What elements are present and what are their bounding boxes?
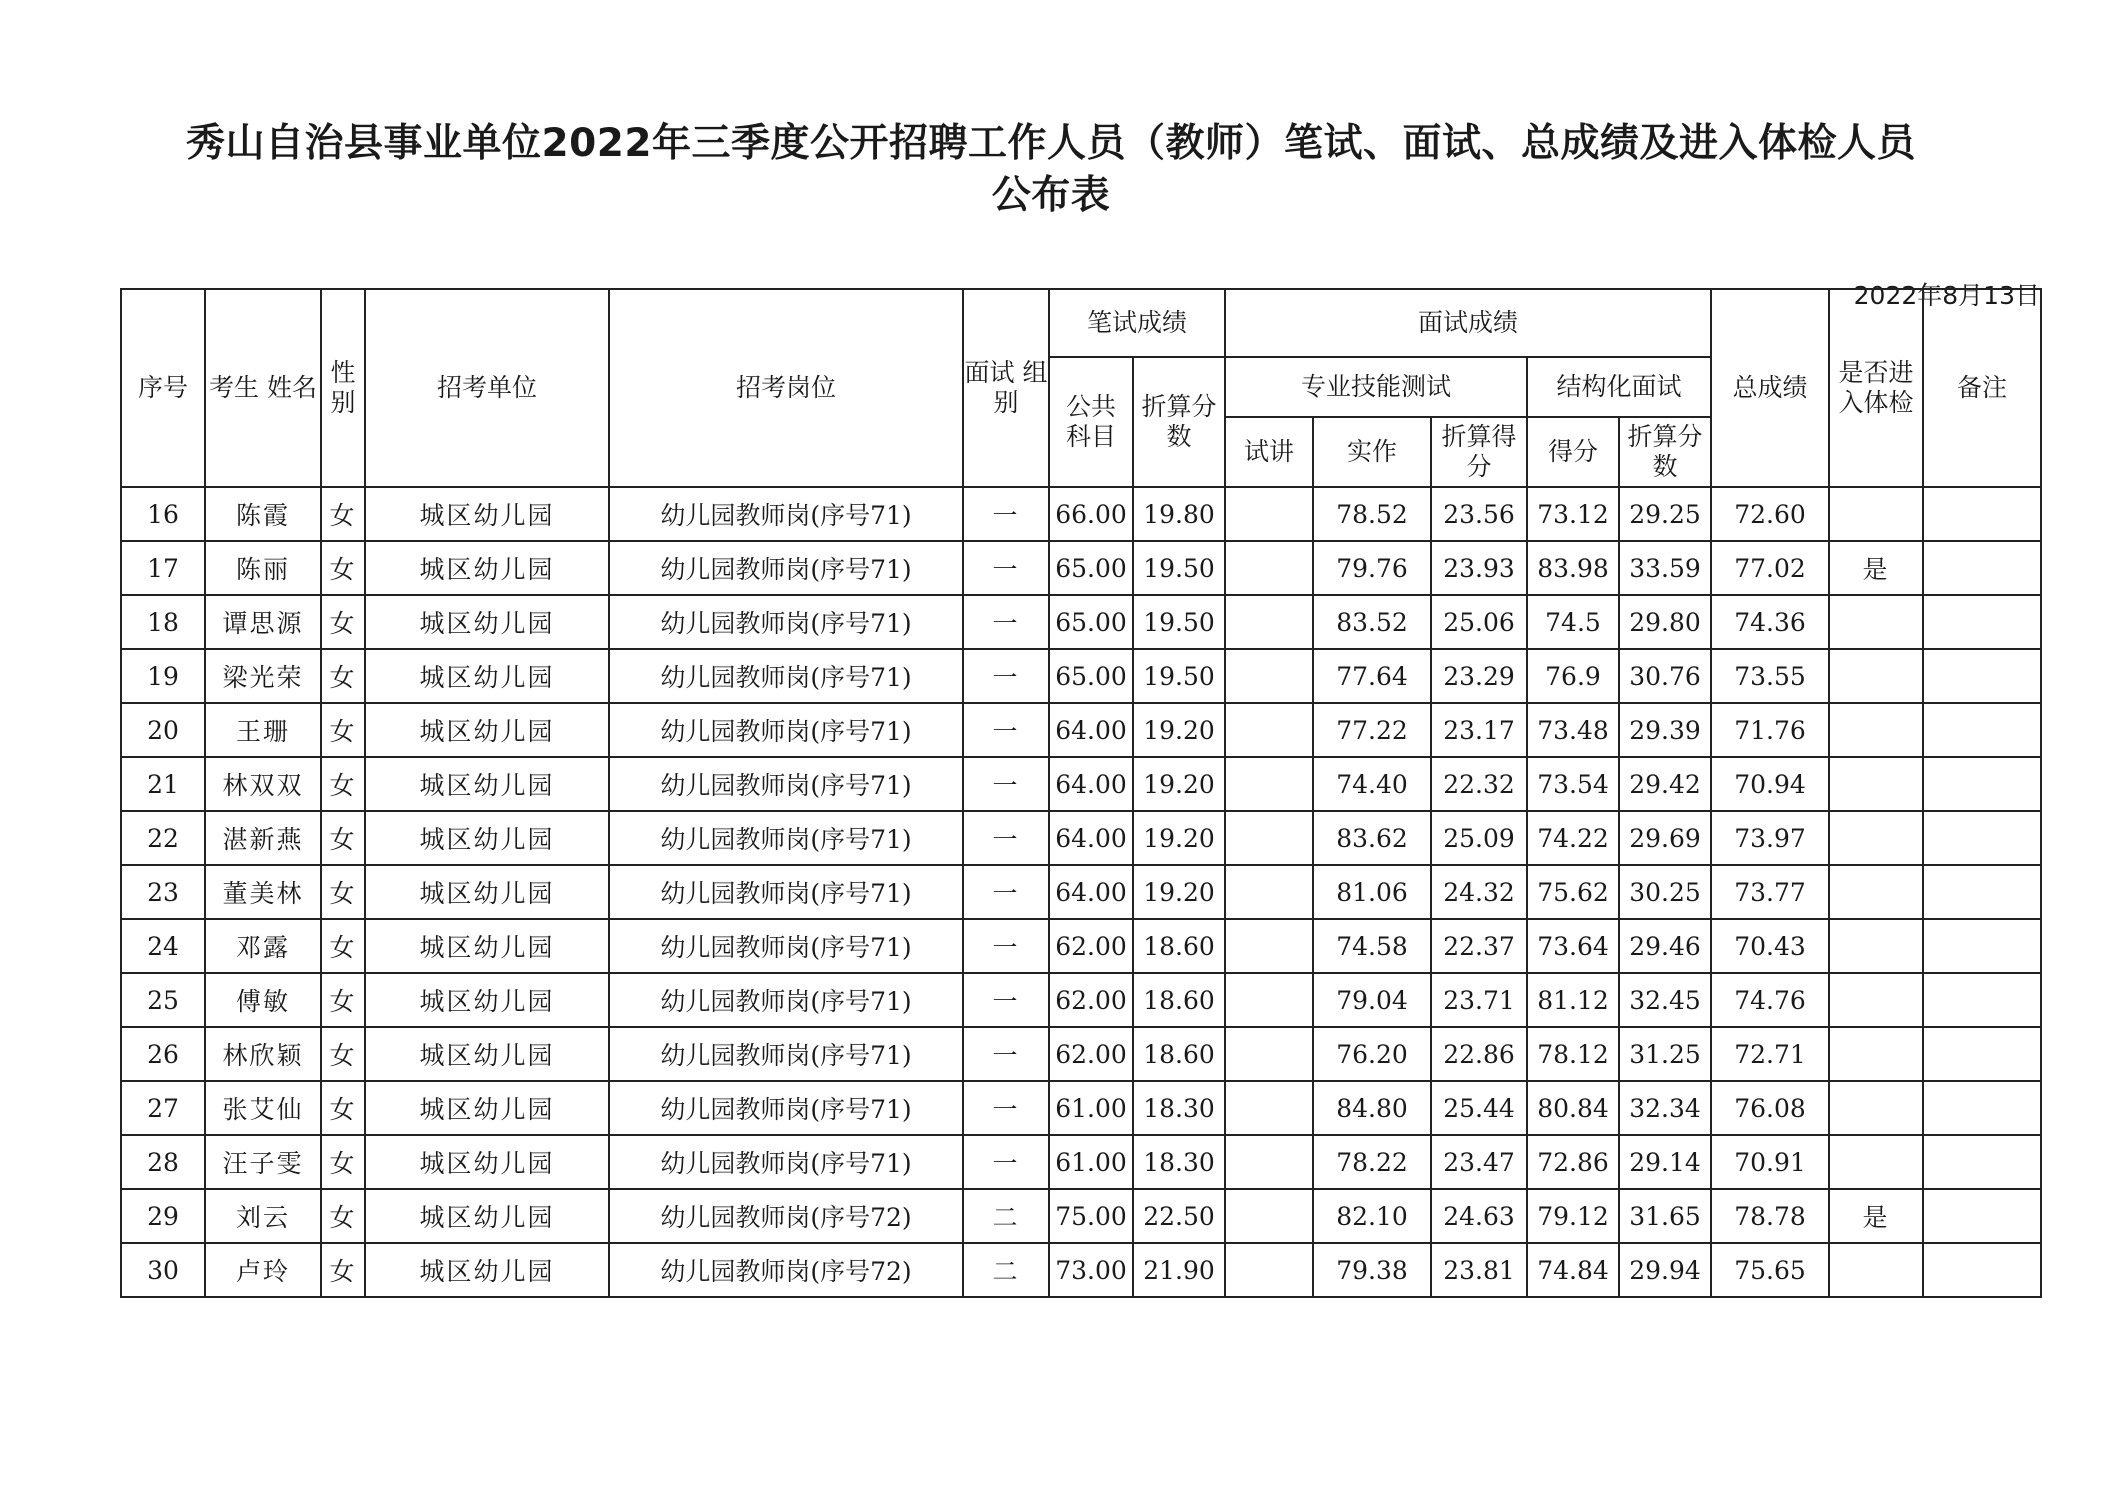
- cell-gender: 女: [321, 1243, 365, 1297]
- cell-struct-conv: 29.94: [1619, 1243, 1711, 1297]
- cell-struct-conv: 30.25: [1619, 865, 1711, 919]
- cell-group: 一: [963, 757, 1049, 811]
- table-row: [121, 595, 2041, 649]
- cell-post: 幼儿园教师岗(序号71): [609, 1027, 963, 1081]
- publish-date: 2022年8月13日: [1853, 281, 2040, 310]
- cell-seq: 21: [121, 757, 205, 811]
- cell-unit: 城区幼儿园: [365, 811, 609, 865]
- cell-practice: 74.40: [1313, 757, 1431, 811]
- cell-seq: 26: [121, 1027, 205, 1081]
- cell-public: 62.00: [1049, 1027, 1133, 1081]
- cell-struct: 79.12: [1527, 1189, 1619, 1243]
- cell-lecture: [1225, 1027, 1313, 1081]
- cell-physical: [1829, 865, 1923, 919]
- cell-lecture: [1225, 919, 1313, 973]
- cell-struct: 80.84: [1527, 1081, 1619, 1135]
- header-physical: 是否进 入体检: [1829, 289, 1923, 487]
- cell-public: 64.00: [1049, 757, 1133, 811]
- cell-unit: 城区幼儿园: [365, 1243, 609, 1297]
- cell-public: 64.00: [1049, 811, 1133, 865]
- cell-name: 谭思源: [205, 595, 321, 649]
- cell-public: 65.00: [1049, 541, 1133, 595]
- cell-public: 61.00: [1049, 1135, 1133, 1189]
- cell-remarks: [1923, 757, 2041, 811]
- header-written-converted: 折算分 数: [1133, 357, 1225, 487]
- cell-total: 77.02: [1711, 541, 1829, 595]
- cell-name: 湛新燕: [205, 811, 321, 865]
- cell-lecture: [1225, 541, 1313, 595]
- cell-group: 一: [963, 1135, 1049, 1189]
- cell-seq: 24: [121, 919, 205, 973]
- cell-practice: 81.06: [1313, 865, 1431, 919]
- cell-gender: 女: [321, 595, 365, 649]
- cell-written-conv: 18.60: [1133, 973, 1225, 1027]
- cell-written-conv: 19.20: [1133, 865, 1225, 919]
- cell-unit: 城区幼儿园: [365, 487, 609, 541]
- cell-physical: 是: [1829, 1189, 1923, 1243]
- cell-remarks: [1923, 541, 2041, 595]
- cell-post: 幼儿园教师岗(序号71): [609, 1081, 963, 1135]
- cell-seq: 20: [121, 703, 205, 757]
- cell-group: 一: [963, 919, 1049, 973]
- cell-unit: 城区幼儿园: [365, 1027, 609, 1081]
- cell-name: 刘云: [205, 1189, 321, 1243]
- cell-post: 幼儿园教师岗(序号71): [609, 973, 963, 1027]
- cell-unit: 城区幼儿园: [365, 1189, 609, 1243]
- header-gender: 性 别: [321, 289, 365, 487]
- cell-struct: 76.9: [1527, 649, 1619, 703]
- cell-name: 陈丽: [205, 541, 321, 595]
- cell-practice: 84.80: [1313, 1081, 1431, 1135]
- cell-group: 二: [963, 1243, 1049, 1297]
- cell-struct: 75.62: [1527, 865, 1619, 919]
- cell-unit: 城区幼儿园: [365, 703, 609, 757]
- cell-struct-conv: 31.25: [1619, 1027, 1711, 1081]
- cell-group: 一: [963, 541, 1049, 595]
- cell-remarks: [1923, 811, 2041, 865]
- cell-physical: [1829, 703, 1923, 757]
- cell-gender: 女: [321, 811, 365, 865]
- cell-group: 一: [963, 487, 1049, 541]
- cell-seq: 19: [121, 649, 205, 703]
- cell-lecture: [1225, 811, 1313, 865]
- table-row: [121, 649, 2041, 703]
- cell-struct: 83.98: [1527, 541, 1619, 595]
- cell-seq: 16: [121, 487, 205, 541]
- cell-skill-conv: 23.71: [1431, 973, 1527, 1027]
- cell-seq: 18: [121, 595, 205, 649]
- table-row: [121, 1081, 2041, 1135]
- cell-public: 66.00: [1049, 487, 1133, 541]
- cell-post: 幼儿园教师岗(序号71): [609, 919, 963, 973]
- table-row: [121, 1135, 2041, 1189]
- cell-struct: 73.54: [1527, 757, 1619, 811]
- cell-practice: 74.58: [1313, 919, 1431, 973]
- cell-written-conv: 18.30: [1133, 1081, 1225, 1135]
- cell-struct: 73.48: [1527, 703, 1619, 757]
- cell-practice: 78.52: [1313, 487, 1431, 541]
- cell-skill-conv: 22.32: [1431, 757, 1527, 811]
- table-row: [121, 703, 2041, 757]
- cell-remarks: [1923, 1135, 2041, 1189]
- cell-name: 卢玲: [205, 1243, 321, 1297]
- cell-skill-conv: 25.09: [1431, 811, 1527, 865]
- cell-struct: 74.5: [1527, 595, 1619, 649]
- cell-lecture: [1225, 487, 1313, 541]
- cell-public: 73.00: [1049, 1243, 1133, 1297]
- header-remarks: 备注: [1923, 289, 2041, 487]
- cell-written-conv: 19.80: [1133, 487, 1225, 541]
- cell-physical: [1829, 811, 1923, 865]
- cell-gender: 女: [321, 1081, 365, 1135]
- cell-skill-conv: 25.44: [1431, 1081, 1527, 1135]
- cell-written-conv: 19.50: [1133, 541, 1225, 595]
- cell-practice: 83.62: [1313, 811, 1431, 865]
- cell-total: 72.60: [1711, 487, 1829, 541]
- cell-written-conv: 19.20: [1133, 757, 1225, 811]
- cell-struct: 72.86: [1527, 1135, 1619, 1189]
- cell-gender: 女: [321, 1027, 365, 1081]
- header-written: 笔试成绩: [1049, 289, 1225, 357]
- title-line-1: 秀山自治县事业单位2022年三季度公开招聘工作人员（教师）笔试、面试、总成绩及进入体检人员: [185, 121, 1917, 166]
- cell-total: 76.08: [1711, 1081, 1829, 1135]
- cell-written-conv: 19.50: [1133, 595, 1225, 649]
- cell-struct-conv: 29.69: [1619, 811, 1711, 865]
- cell-post: 幼儿园教师岗(序号72): [609, 1243, 963, 1297]
- cell-seq: 17: [121, 541, 205, 595]
- cell-public: 62.00: [1049, 919, 1133, 973]
- cell-total: 74.36: [1711, 595, 1829, 649]
- header-post: 招考岗位: [609, 289, 963, 487]
- cell-lecture: [1225, 973, 1313, 1027]
- cell-struct-conv: 29.39: [1619, 703, 1711, 757]
- cell-struct: 74.84: [1527, 1243, 1619, 1297]
- table-row: [121, 1189, 2041, 1243]
- cell-public: 75.00: [1049, 1189, 1133, 1243]
- cell-total: 70.43: [1711, 919, 1829, 973]
- cell-gender: 女: [321, 649, 365, 703]
- header-unit: 招考单位: [365, 289, 609, 487]
- cell-struct-conv: 29.46: [1619, 919, 1711, 973]
- cell-name: 陈霞: [205, 487, 321, 541]
- header-total: 总成绩: [1711, 289, 1829, 487]
- cell-practice: 78.22: [1313, 1135, 1431, 1189]
- cell-post: 幼儿园教师岗(序号71): [609, 703, 963, 757]
- table-row: [121, 811, 2041, 865]
- cell-group: 一: [963, 865, 1049, 919]
- cell-written-conv: 18.30: [1133, 1135, 1225, 1189]
- cell-gender: 女: [321, 919, 365, 973]
- cell-struct-conv: 29.80: [1619, 595, 1711, 649]
- cell-gender: 女: [321, 703, 365, 757]
- cell-unit: 城区幼儿园: [365, 757, 609, 811]
- cell-remarks: [1923, 1189, 2041, 1243]
- cell-total: 74.76: [1711, 973, 1829, 1027]
- cell-total: 73.77: [1711, 865, 1829, 919]
- cell-gender: 女: [321, 541, 365, 595]
- cell-remarks: [1923, 649, 2041, 703]
- cell-skill-conv: 23.81: [1431, 1243, 1527, 1297]
- cell-lecture: [1225, 1081, 1313, 1135]
- cell-total: 75.65: [1711, 1243, 1829, 1297]
- header-structured: 结构化面试: [1527, 357, 1711, 417]
- cell-skill-conv: 23.17: [1431, 703, 1527, 757]
- cell-total: 73.97: [1711, 811, 1829, 865]
- cell-skill-conv: 24.63: [1431, 1189, 1527, 1243]
- cell-seq: 30: [121, 1243, 205, 1297]
- cell-physical: [1829, 1243, 1923, 1297]
- cell-physical: [1829, 649, 1923, 703]
- table-row: [121, 487, 2041, 541]
- cell-public: 65.00: [1049, 595, 1133, 649]
- cell-remarks: [1923, 973, 2041, 1027]
- cell-written-conv: 19.50: [1133, 649, 1225, 703]
- cell-group: 一: [963, 703, 1049, 757]
- table-row: [121, 973, 2041, 1027]
- table-row: [121, 541, 2041, 595]
- cell-post: 幼儿园教师岗(序号71): [609, 487, 963, 541]
- table-row: [121, 919, 2041, 973]
- cell-gender: 女: [321, 865, 365, 919]
- cell-written-conv: 19.20: [1133, 811, 1225, 865]
- cell-practice: 82.10: [1313, 1189, 1431, 1243]
- cell-group: 二: [963, 1189, 1049, 1243]
- cell-struct-conv: 32.34: [1619, 1081, 1711, 1135]
- cell-post: 幼儿园教师岗(序号71): [609, 541, 963, 595]
- header-structured-score: 得分: [1527, 417, 1619, 487]
- cell-practice: 79.04: [1313, 973, 1431, 1027]
- cell-lecture: [1225, 703, 1313, 757]
- cell-seq: 22: [121, 811, 205, 865]
- cell-post: 幼儿园教师岗(序号71): [609, 757, 963, 811]
- header-seq: 序号: [121, 289, 205, 487]
- cell-struct-conv: 29.14: [1619, 1135, 1711, 1189]
- cell-group: 一: [963, 595, 1049, 649]
- cell-group: 一: [963, 811, 1049, 865]
- cell-lecture: [1225, 1135, 1313, 1189]
- cell-practice: 77.64: [1313, 649, 1431, 703]
- cell-unit: 城区幼儿园: [365, 865, 609, 919]
- cell-gender: 女: [321, 757, 365, 811]
- cell-gender: 女: [321, 973, 365, 1027]
- cell-written-conv: 19.20: [1133, 703, 1225, 757]
- cell-seq: 23: [121, 865, 205, 919]
- cell-physical: [1829, 487, 1923, 541]
- cell-lecture: [1225, 757, 1313, 811]
- cell-lecture: [1225, 649, 1313, 703]
- cell-remarks: [1923, 595, 2041, 649]
- cell-name: 梁光荣: [205, 649, 321, 703]
- cell-name: 林双双: [205, 757, 321, 811]
- cell-unit: 城区幼儿园: [365, 973, 609, 1027]
- cell-seq: 27: [121, 1081, 205, 1135]
- table-row: [121, 757, 2041, 811]
- cell-physical: [1829, 973, 1923, 1027]
- header-name: 考生 姓名: [205, 289, 321, 487]
- cell-physical: [1829, 919, 1923, 973]
- cell-public: 64.00: [1049, 865, 1133, 919]
- results-table: [120, 288, 2042, 1298]
- cell-remarks: [1923, 703, 2041, 757]
- cell-gender: 女: [321, 1189, 365, 1243]
- cell-physical: 是: [1829, 541, 1923, 595]
- header-interview: 面试成绩: [1225, 289, 1711, 357]
- cell-struct-conv: 30.76: [1619, 649, 1711, 703]
- cell-practice: 79.38: [1313, 1243, 1431, 1297]
- cell-remarks: [1923, 487, 2041, 541]
- cell-practice: 83.52: [1313, 595, 1431, 649]
- cell-struct: 73.64: [1527, 919, 1619, 973]
- cell-physical: [1829, 1027, 1923, 1081]
- cell-lecture: [1225, 1189, 1313, 1243]
- cell-physical: [1829, 1135, 1923, 1189]
- cell-gender: 女: [321, 487, 365, 541]
- cell-written-conv: 21.90: [1133, 1243, 1225, 1297]
- cell-lecture: [1225, 1243, 1313, 1297]
- cell-unit: 城区幼儿园: [365, 1081, 609, 1135]
- cell-skill-conv: 23.29: [1431, 649, 1527, 703]
- cell-remarks: [1923, 919, 2041, 973]
- cell-skill-conv: 23.47: [1431, 1135, 1527, 1189]
- cell-seq: 29: [121, 1189, 205, 1243]
- cell-practice: 76.20: [1313, 1027, 1431, 1081]
- cell-name: 董美林: [205, 865, 321, 919]
- table-row: [121, 1027, 2041, 1081]
- header-practice: 实作: [1313, 417, 1431, 487]
- cell-post: 幼儿园教师岗(序号71): [609, 649, 963, 703]
- cell-name: 傅敏: [205, 973, 321, 1027]
- cell-written-conv: 22.50: [1133, 1189, 1225, 1243]
- page-title: [0, 118, 2102, 222]
- cell-struct: 81.12: [1527, 973, 1619, 1027]
- cell-total: 70.91: [1711, 1135, 1829, 1189]
- cell-post: 幼儿园教师岗(序号72): [609, 1189, 963, 1243]
- cell-struct-conv: 32.45: [1619, 973, 1711, 1027]
- header-skill-converted: 折算得 分: [1431, 417, 1527, 487]
- cell-name: 汪子雯: [205, 1135, 321, 1189]
- cell-seq: 25: [121, 973, 205, 1027]
- cell-remarks: [1923, 865, 2041, 919]
- cell-public: 64.00: [1049, 703, 1133, 757]
- header-group: 面试 组别: [963, 289, 1049, 487]
- cell-name: 林欣颖: [205, 1027, 321, 1081]
- cell-written-conv: 18.60: [1133, 919, 1225, 973]
- cell-seq: 28: [121, 1135, 205, 1189]
- cell-total: 72.71: [1711, 1027, 1829, 1081]
- cell-post: 幼儿园教师岗(序号71): [609, 1135, 963, 1189]
- cell-struct-conv: 31.65: [1619, 1189, 1711, 1243]
- cell-skill-conv: 22.86: [1431, 1027, 1527, 1081]
- header-skill-test: 专业技能测试: [1225, 357, 1527, 417]
- cell-unit: 城区幼儿园: [365, 919, 609, 973]
- cell-remarks: [1923, 1081, 2041, 1135]
- cell-public: 62.00: [1049, 973, 1133, 1027]
- header-public-subject: 公共 科目: [1049, 357, 1133, 487]
- cell-struct-conv: 33.59: [1619, 541, 1711, 595]
- cell-skill-conv: 25.06: [1431, 595, 1527, 649]
- cell-physical: [1829, 1081, 1923, 1135]
- cell-remarks: [1923, 1027, 2041, 1081]
- cell-struct: 78.12: [1527, 1027, 1619, 1081]
- cell-skill-conv: 23.56: [1431, 487, 1527, 541]
- cell-public: 65.00: [1049, 649, 1133, 703]
- cell-gender: 女: [321, 1135, 365, 1189]
- cell-struct: 73.12: [1527, 487, 1619, 541]
- cell-post: 幼儿园教师岗(序号71): [609, 595, 963, 649]
- cell-lecture: [1225, 595, 1313, 649]
- cell-written-conv: 18.60: [1133, 1027, 1225, 1081]
- cell-post: 幼儿园教师岗(序号71): [609, 865, 963, 919]
- cell-post: 幼儿园教师岗(序号71): [609, 811, 963, 865]
- table-row: [121, 1243, 2041, 1297]
- cell-struct-conv: 29.42: [1619, 757, 1711, 811]
- cell-physical: [1829, 757, 1923, 811]
- cell-struct: 74.22: [1527, 811, 1619, 865]
- cell-struct-conv: 29.25: [1619, 487, 1711, 541]
- cell-unit: 城区幼儿园: [365, 541, 609, 595]
- cell-group: 一: [963, 1081, 1049, 1135]
- cell-total: 78.78: [1711, 1189, 1829, 1243]
- cell-skill-conv: 24.32: [1431, 865, 1527, 919]
- cell-public: 61.00: [1049, 1081, 1133, 1135]
- cell-name: 王珊: [205, 703, 321, 757]
- header-trial-lecture: 试讲: [1225, 417, 1313, 487]
- title-line-2: 公布表: [991, 173, 1111, 218]
- cell-skill-conv: 22.37: [1431, 919, 1527, 973]
- cell-remarks: [1923, 1243, 2041, 1297]
- cell-total: 73.55: [1711, 649, 1829, 703]
- cell-group: 一: [963, 649, 1049, 703]
- cell-unit: 城区幼儿园: [365, 649, 609, 703]
- cell-practice: 77.22: [1313, 703, 1431, 757]
- cell-name: 张艾仙: [205, 1081, 321, 1135]
- cell-name: 邓露: [205, 919, 321, 973]
- cell-practice: 79.76: [1313, 541, 1431, 595]
- cell-lecture: [1225, 865, 1313, 919]
- header-structured-converted: 折算分 数: [1619, 417, 1711, 487]
- cell-unit: 城区幼儿园: [365, 595, 609, 649]
- cell-group: 一: [963, 973, 1049, 1027]
- cell-total: 70.94: [1711, 757, 1829, 811]
- cell-group: 一: [963, 1027, 1049, 1081]
- cell-skill-conv: 23.93: [1431, 541, 1527, 595]
- table-row: [121, 865, 2041, 919]
- cell-physical: [1829, 595, 1923, 649]
- cell-total: 71.76: [1711, 703, 1829, 757]
- cell-unit: 城区幼儿园: [365, 1135, 609, 1189]
